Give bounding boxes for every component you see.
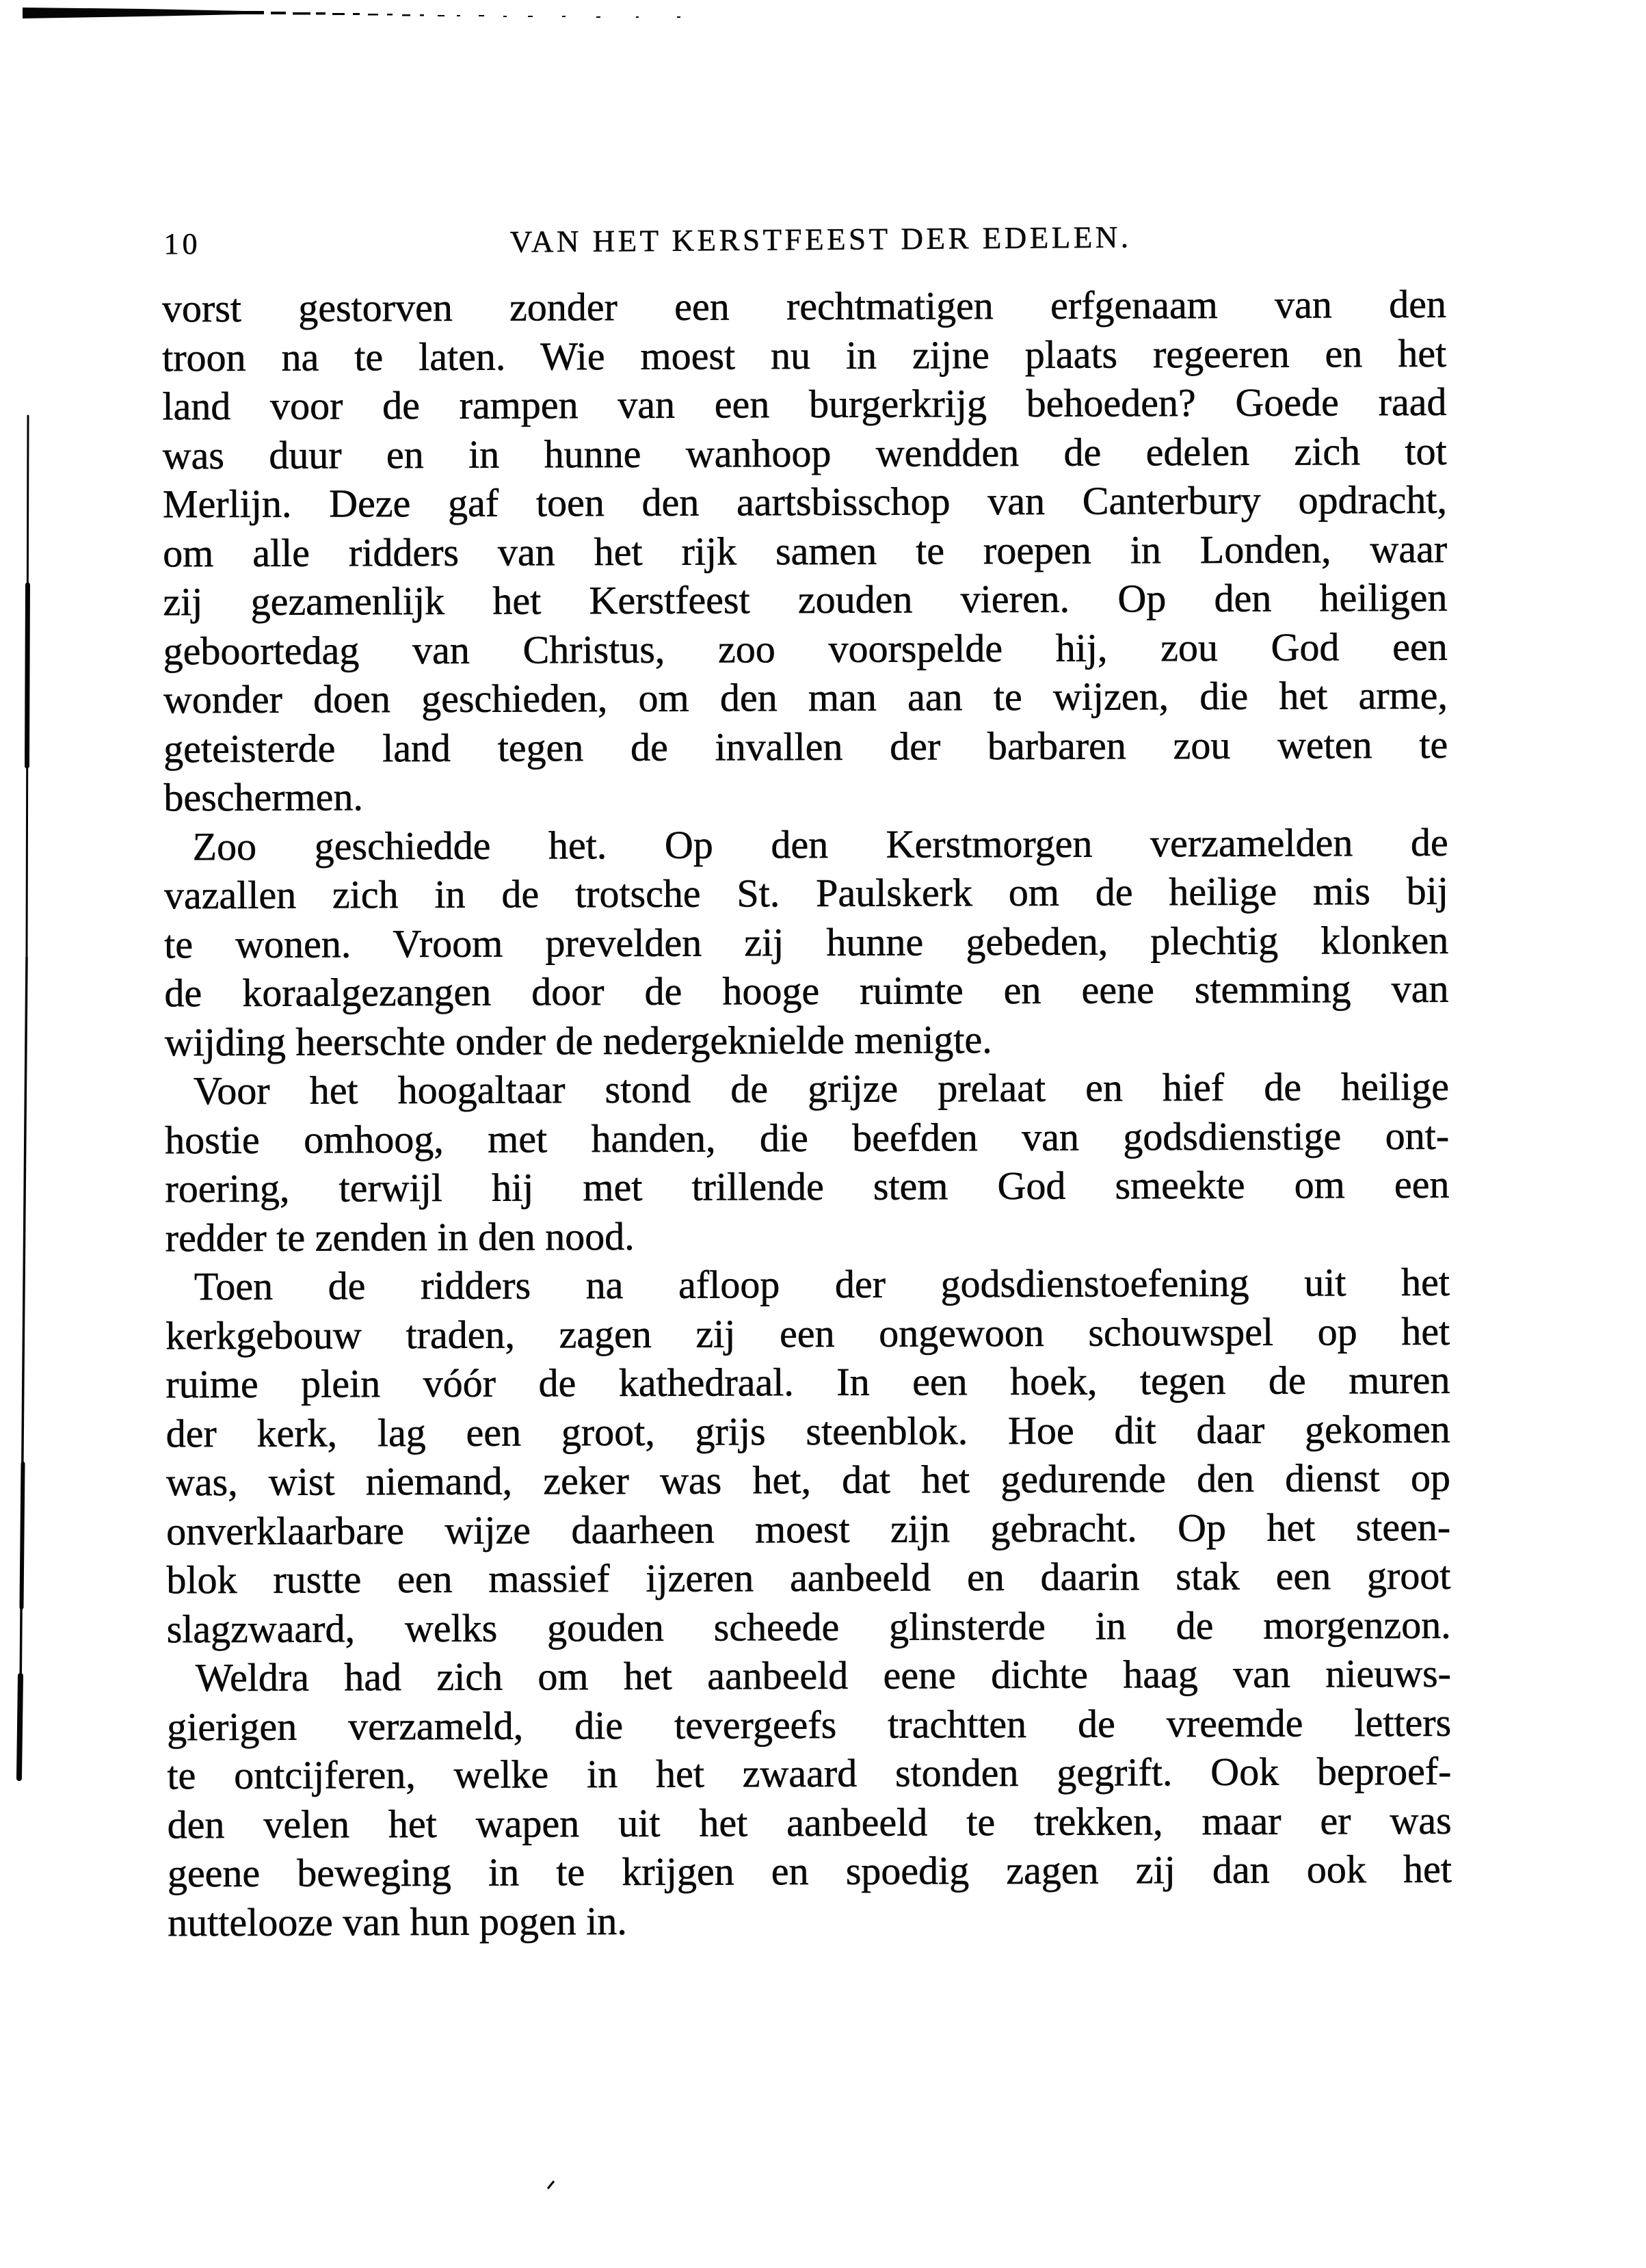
text-block (162, 280, 1452, 1947)
text-line: was, wist niemand, zeker was het, dat het gedurende den dienst op (165, 1455, 1451, 1505)
text-line: zij gezamenlijk het Kerstfeest zouden vieren. Op den heiligen (163, 575, 1448, 624)
text-line: geboortedag van Christus, zoo voorspelde hij, zou God een (163, 624, 1448, 673)
paragraph (167, 1649, 1452, 1947)
text-line: Toen de ridders na afloop der godsdienstoefening uit het (194, 1259, 1450, 1309)
text-line: land voor de rampen van een burgerkrijg behoeden? Goede raad (162, 379, 1447, 429)
text-line: hostie omhoog, met handen, die beefden van godsdienstige ont- (165, 1113, 1450, 1162)
text-line: wonder doen geschieden, om den man aan te wijzen, die het arme, (163, 672, 1448, 722)
text-line: om alle ridders van het rijk samen te roepen in Londen, waar (163, 526, 1448, 575)
text-line: Weldra had zich om het aanbeeld eene dichte haag van nieuws- (195, 1650, 1452, 1700)
text-line: nuttelooze van hun pogen in. (168, 1898, 627, 1944)
page-number: 10 (163, 227, 201, 261)
text-line: beschermen. (163, 774, 364, 820)
text-line: der kerk, lag een groot, grijs steenblok. Hoe dit daar gekomen (165, 1406, 1450, 1455)
text-line: vorst gestorven zonder een rechtmatigen erfgenaam van den (161, 281, 1447, 331)
text-line: was duur en in hunne wanhoop wendden de edelen zich tot (162, 428, 1447, 477)
paragraph (165, 1258, 1451, 1654)
text-line: geene beweging in te krijgen en spoedig zagen zij dan ook het (167, 1846, 1452, 1896)
text-line: redder te zenden in den nood. (165, 1213, 635, 1260)
text-line: den velen het wapen uit het aanbeeld te trekken, maar er was (167, 1797, 1452, 1847)
text-line: gierigen verzameld, die tevergeefs trachtten de vreemde letters (167, 1700, 1452, 1749)
text-line: slagzwaard, welks gouden scheede glinsterde in de morgenzon. (166, 1602, 1451, 1651)
text-line: te wonen. Vroom prevelden zij hunne gebeden, plechtig klonken (164, 917, 1449, 966)
text-line: ruime plein vóór de kathedraal. In een hoek, tegen de muren (165, 1357, 1450, 1407)
text-line: te ontcijferen, welke in het zwaard stonden gegrift. Ook beproef- (167, 1748, 1452, 1798)
text-line: Merlijn. Deze gaf toen den aartsbisschop van Canterbury opdracht, (162, 477, 1448, 527)
text-line: de koraalgezangen door de hooge ruimte en eene stemming van (164, 966, 1449, 1016)
paragraph (162, 280, 1448, 822)
text-line: Zoo geschiedde het. Op den Kerstmorgen verzamelden de (192, 819, 1448, 869)
text-line: geteisterde land tegen de invallen der barbaren zou weten te (163, 722, 1448, 771)
text-line: onverklaarbare wijze daarheen moest zijn gebracht. Op het steen- (166, 1504, 1451, 1553)
running-title: VAN HET KERSTFEEST DER EDELEN. (509, 220, 1132, 259)
paragraph (165, 1062, 1450, 1263)
text-line: blok rustte een massief ijzeren aanbeeld en daarin stak een groot (166, 1553, 1451, 1603)
text-line: kerkgebouw traden, zagen zij een ongewoon schouwspel op het (165, 1308, 1450, 1358)
text-line: Voor het hoogaltaar stond de grijze prelaat en hief de heilige (193, 1064, 1450, 1113)
text-line: roering, terwijl hij met trillende stem God smeekte om een (165, 1161, 1450, 1211)
text-line: troon na te laten. Wie moest nu in zijne plaats regeeren en het (162, 330, 1447, 380)
text-line: vazallen zich in de trotsche St. Paulskerk om de heilige mis bij (163, 868, 1449, 918)
text-line: wijding heerschte onder de nedergeknielde menigte. (164, 1016, 992, 1064)
paragraph (164, 817, 1449, 1066)
